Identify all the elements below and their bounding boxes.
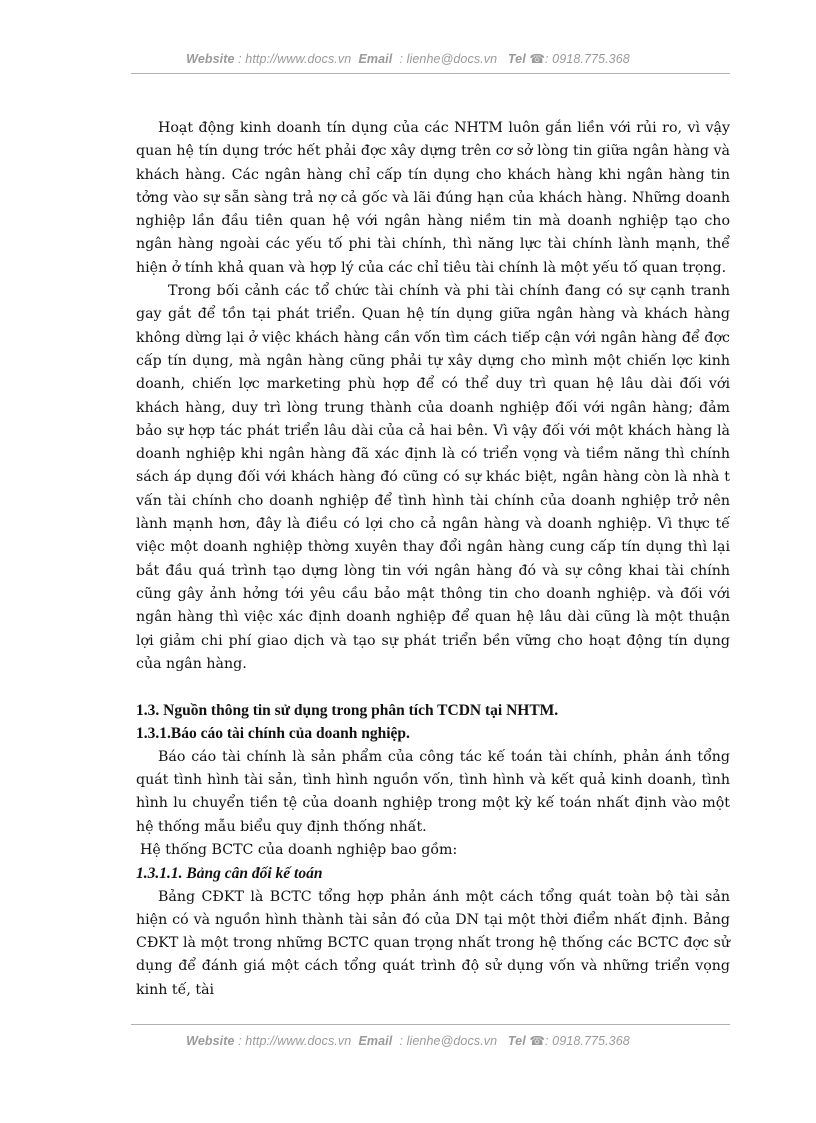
footer-website-link[interactable]: : http://www.docs.vn bbox=[238, 1034, 352, 1048]
header-website-label: Website bbox=[186, 52, 235, 66]
footer-tel-value: ☎: 0918.775.368 bbox=[529, 1034, 630, 1048]
page-header bbox=[0, 51, 816, 66]
spacer bbox=[136, 676, 730, 699]
header-email-link[interactable]: : lienhe@docs.vn bbox=[399, 52, 498, 66]
paragraph-2: Trong bối cảnh các tổ chức tài chính và phi tài chính đang có sự cạnh tranh gay gắt để tồn tại phát triển. Quan hệ tín dụng giữa ngân hàng và khách hàng không dừng lại ở việc khách hàng cần vốn tìm cách tiếp cận với ngân hàng để đợc cấp tín dụng, mà ngân hàng cũng phải tự xây dựng cho mình một chiến lợc kinh doanh, chiến lợc marketing phù hợp để có thể duy trì quan hệ lâu dài đối với khách hàng, duy trì lòng trung thành của doanh nghiệp đối với ngân hàng; đảm bảo sự hợp tác phát triển lâu dài của cả hai bên. Vì vậy đối với một khách hàng là doanh nghiệp khi ngân hàng đã xác định là có triển vọng và tiềm năng thì chính sách áp dụng đối với khách hàng đó cũng có sự khác biệt, ngân hàng còn là nhà t vấn tài chính cho doanh nghiệp để tình hình tài chính của doanh nghiệp trở nên lành mạnh hơn, đây là điều có lợi cho cả ngân hàng và doanh nghiệp. Vì thực tế việc một doanh nghiệp thờng xuyên thay đổi ngân hàng cung cấp tín dụng thì lại bắt đầu quá trình tạo dựng lòng tin với ngân hàng đó và sự công khai tài chính cũng gây ảnh hởng tới yêu cầu bảo mật thông tin cho doanh nghiệp. và đối với ngân hàng thì việc xác định doanh nghiệp để quan hệ lâu dài cũng là một thuận lợi giảm chi phí giao dịch và tạo sự phát triển bền vững cho hoạt động tín dụng của ngân hàng. bbox=[136, 283, 730, 672]
paragraph-3: Báo cáo tài chính là sản phẩm của công tác kế toán tài chính, phản ánh tổng quát tình hình tài sản, tình hình nguồn vốn, tình hình và kết quả kinh doanh, tình hình lu chuyển tiền tệ của doanh nghiệp trong một kỳ kế toán nhất định vào một hệ thống mẫu biểu quy định thống nhất. bbox=[136, 748, 730, 835]
heading-1-3-1: 1.3.1.Báo cáo tài chính của doanh nghiệp. bbox=[136, 725, 410, 743]
page-body bbox=[136, 117, 730, 1002]
paragraph-5: Bảng CĐKT là BCTC tổng hợp phản ánh một cách tổng quát toàn bộ tài sản hiện có và nguồn hình thành tài sản đó của DN tại một thời điểm nhất định. Bảng CĐKT là một trong những BCTC quan trọng nhất trong hệ thống các BCTC đợc sử dụng để đánh giá một cách tổng quát trình độ sử dụng vốn và những triển vọng kinh tế, tài bbox=[136, 888, 730, 998]
page-footer bbox=[0, 1033, 816, 1048]
header-email-label: Email bbox=[358, 52, 393, 66]
header-tel-label: Tel bbox=[507, 52, 526, 66]
heading-1-3-1-1: 1.3.1.1. Bảng cân đối kế toán bbox=[136, 865, 323, 883]
footer-website-label: Website bbox=[186, 1034, 235, 1048]
paragraph-1: Hoạt động kinh doanh tín dụng của các NHTM luôn gắn liền với rủi ro, vì vậy quan hệ tín dụng trớc hết phải đợc xây dựng trên cơ sở lòng tin giữa ngân hàng và khách hàng. Các ngân hàng chỉ cấp tín dụng cho khách hàng khi ngân hàng tin tởng vào sự sẵn sàng trả nợ cả gốc và lãi đúng hạn của khách hàng. Những doanh nghiệp lần đầu tiên quan hệ với ngân hàng niềm tin mà doanh nghiệp tạo cho ngân hàng ngoài các yếu tố phi tài chính, thì năng lực tài chính lành mạnh, thể hiện ở tính khả quan và hợp lý của các chỉ tiêu tài chính là một yếu tố quan trọng. bbox=[136, 120, 730, 276]
header-website-link[interactable]: : http://www.docs.vn bbox=[238, 52, 352, 66]
paragraph-4: Hệ thống BCTC của doanh nghiệp bao gồm: bbox=[140, 841, 458, 858]
header-divider bbox=[131, 73, 730, 74]
heading-1-3: 1.3. Nguồn thông tin sử dụng trong phân tích TCDN tại NHTM. bbox=[136, 702, 559, 720]
footer-tel-label: Tel bbox=[507, 1034, 526, 1048]
footer-email-link[interactable]: : lienhe@docs.vn bbox=[399, 1034, 498, 1048]
footer-email-label: Email bbox=[358, 1034, 393, 1048]
footer-divider bbox=[131, 1024, 730, 1025]
header-tel-value: ☎: 0918.775.368 bbox=[529, 52, 630, 66]
